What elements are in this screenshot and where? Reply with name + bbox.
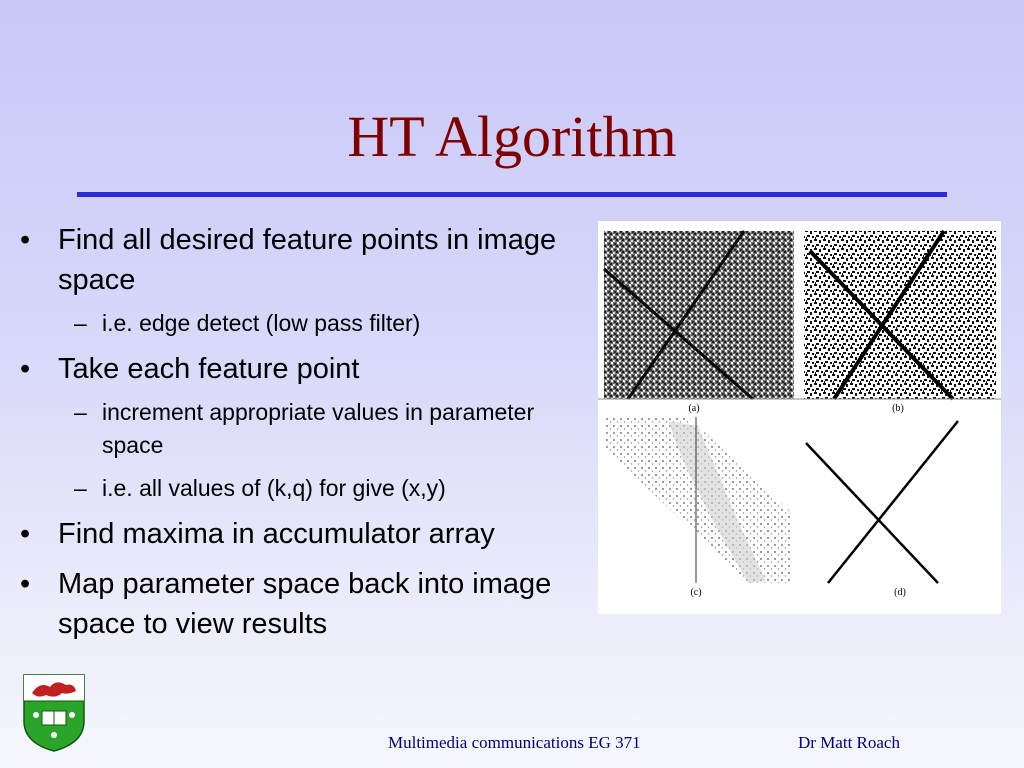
bullet-text: Take each feature point — [58, 353, 360, 385]
bullet-dot: • — [20, 224, 31, 256]
panel-c-accumulator — [604, 417, 792, 583]
hough-transform-figure — [598, 221, 1001, 614]
panel-d-label: (d) — [894, 587, 906, 598]
bullet-dot: • — [20, 353, 31, 385]
panel-c-label: (c) — [690, 587, 702, 598]
panel-a-noisy-image — [604, 231, 794, 399]
bullet-text: Find all desired feature points in image space — [58, 224, 557, 296]
bullet-text: Find maxima in accumulator array — [58, 518, 495, 550]
panel-b-label: (b) — [892, 403, 904, 414]
panel-b-edge-image — [804, 231, 996, 399]
footer-author: Dr Matt Roach — [798, 733, 900, 752]
sub-bullet-dash: – — [74, 475, 87, 501]
sub-bullet-text: i.e. all values of (k,q) for give (x,y) — [102, 475, 446, 501]
sub-bullet-dash: – — [74, 310, 87, 336]
panel-d-detected-lines — [806, 421, 958, 583]
sub-bullet-text: i.e. edge detect (low pass filter) — [102, 310, 421, 336]
panel-a-label: (a) — [688, 403, 700, 414]
bullet-dot: • — [20, 518, 31, 550]
bullet-dot: • — [20, 568, 31, 600]
slide-title: HT Algorithm — [347, 104, 677, 169]
university-crest-icon — [22, 673, 86, 753]
sub-bullet-dash: – — [74, 399, 87, 425]
bullet-text: Map parameter space back into image space to view results — [58, 568, 552, 640]
sub-bullet-text: increment appropriate values in parameter space — [102, 399, 535, 458]
footer-course: Multimedia communications EG 371 — [388, 733, 641, 752]
